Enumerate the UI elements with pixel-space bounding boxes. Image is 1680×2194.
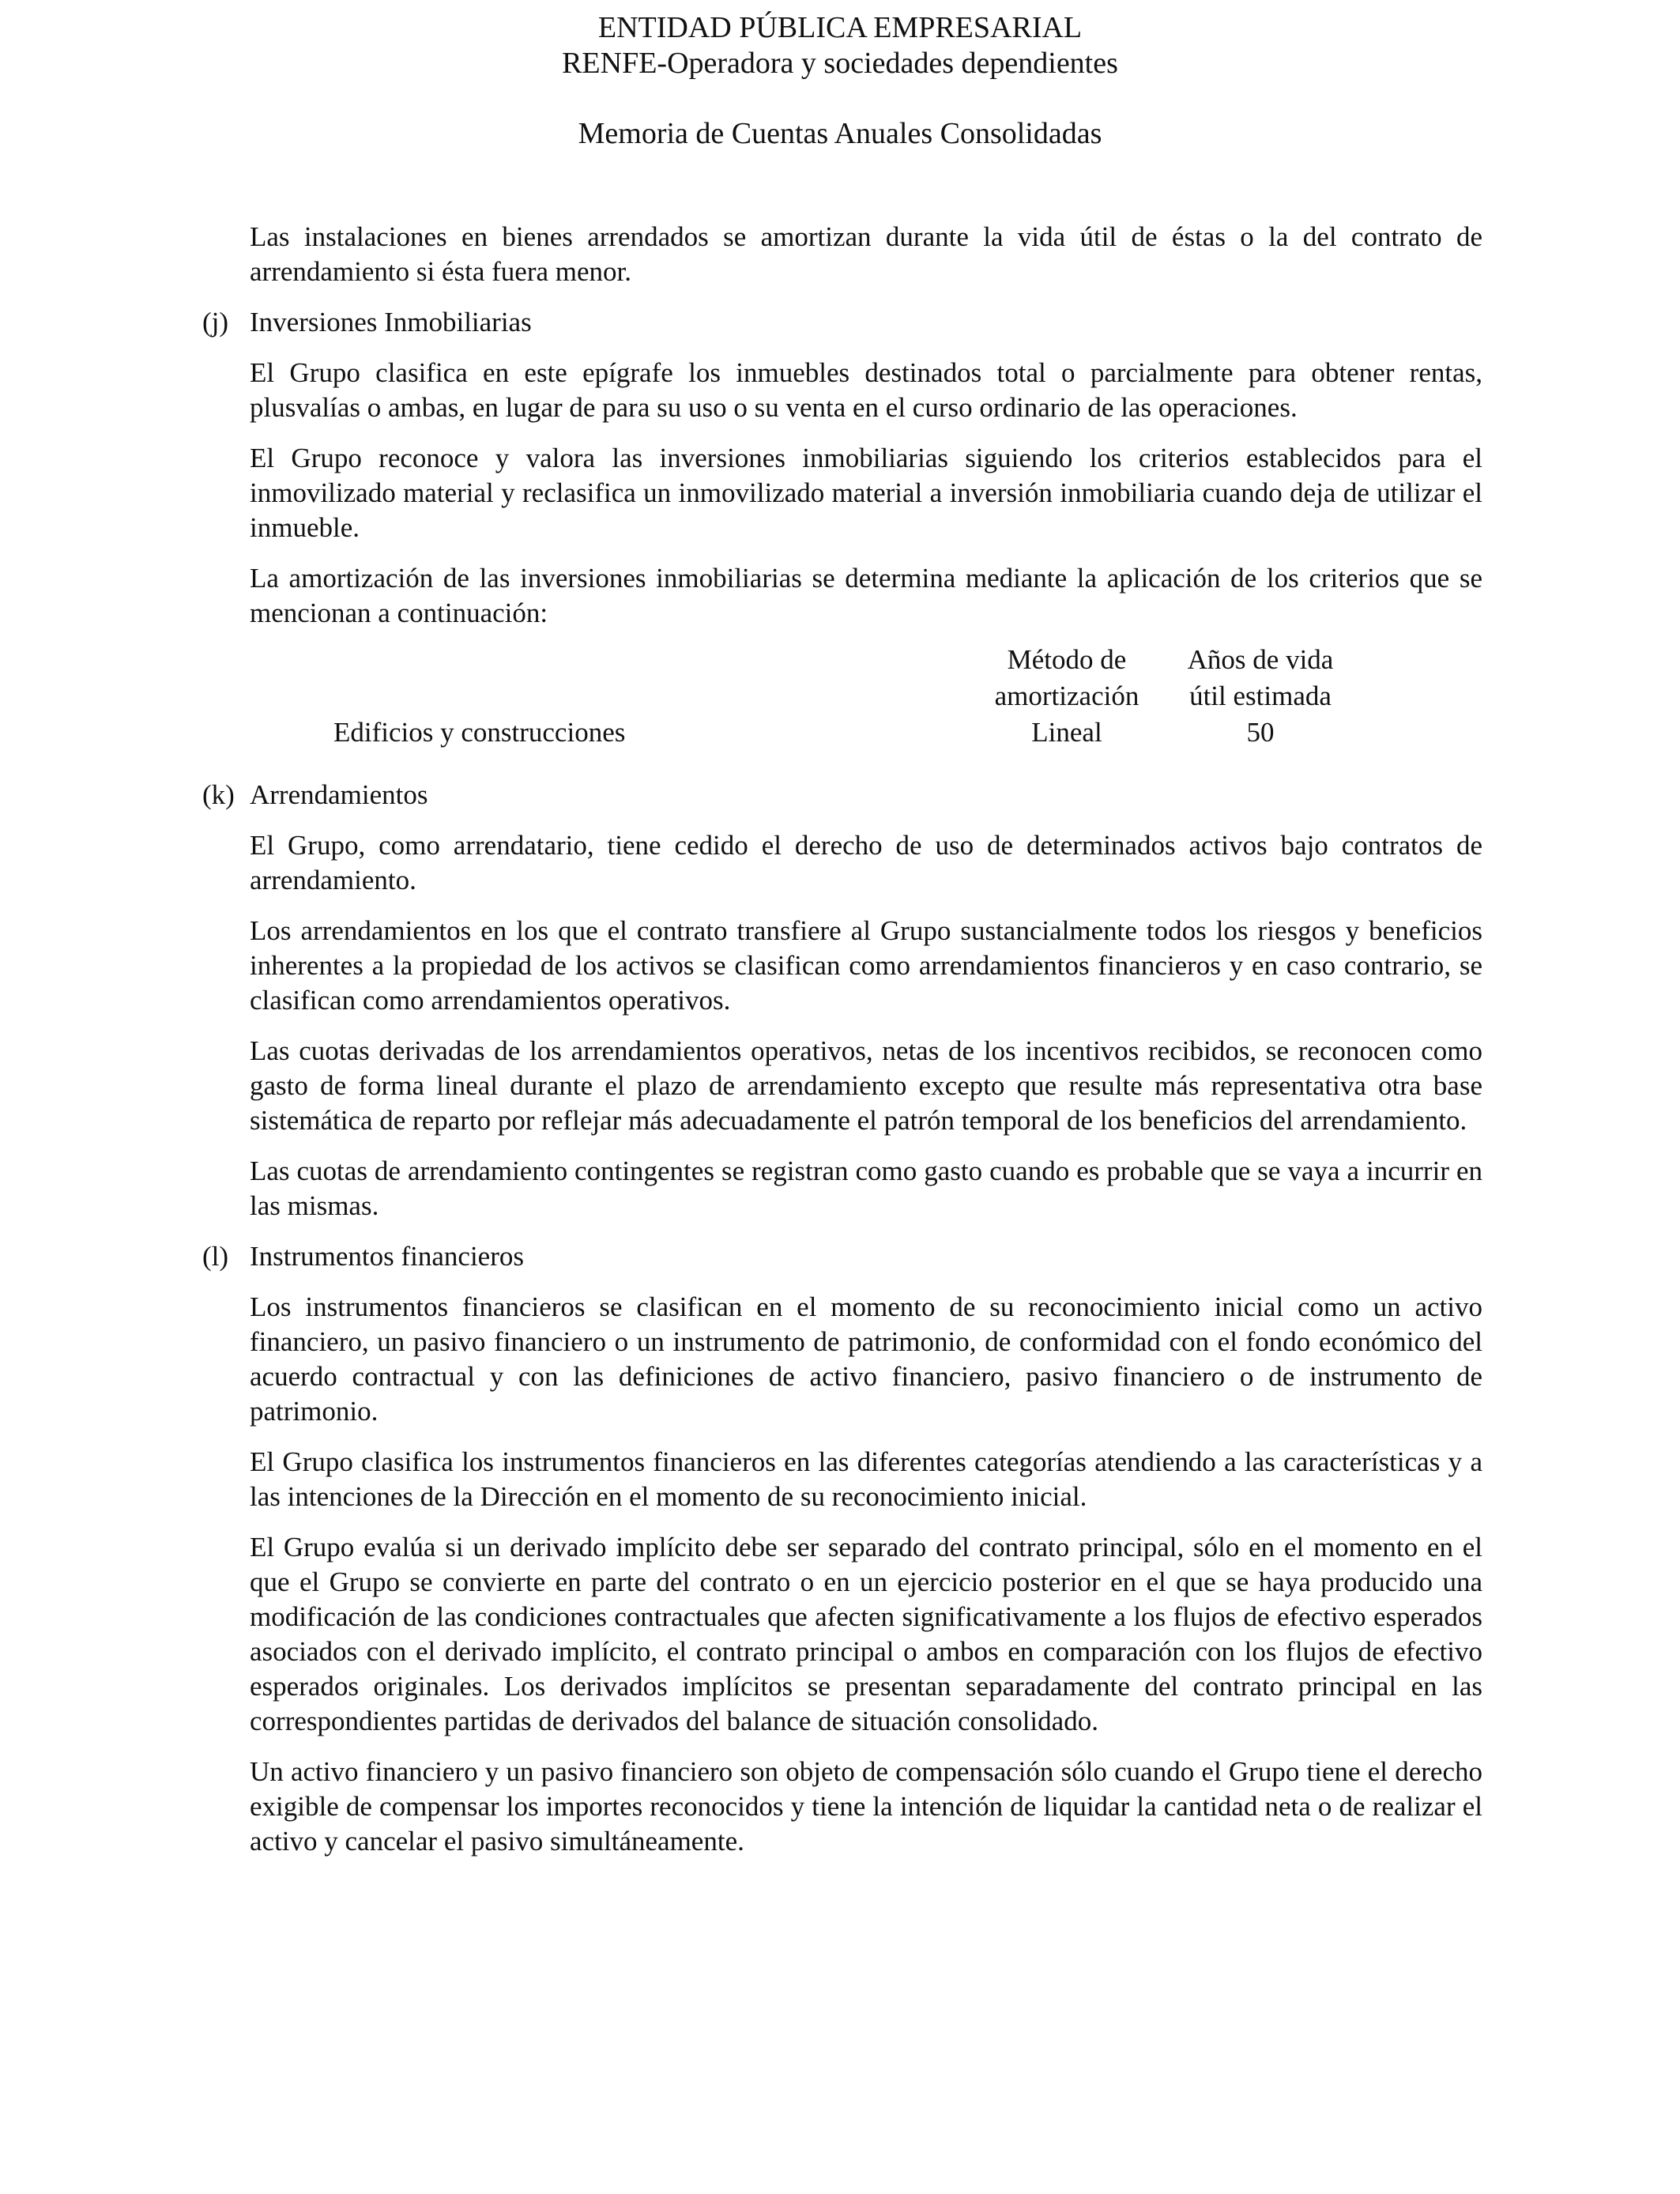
paragraph: Los instrumentos financieros se clasifican en el momento de su reconocimiento inicial como un activo financiero, un pasivo financiero o un instrumento de patrimonio, de conformidad con el fondo económico del acuerdo contractual y con las definiciones de activo financiero, pasivo financiero o de instrumento de patrimonio. [250,1291,1482,1427]
paragraph: El Grupo evalúa si un derivado implícito debe ser separado del contrato principal, sólo en el momento en el que el Grupo se convierte en parte del contrato o en un ejercicio posterior en el que se haya producido una modificación de las condiciones contractuales que afecten significativamente a los flujos de efectivo esperados asociados con el derivado implícito, el contrato principal o ambos en comparación con los flujos de efectivo esperados originales. Los derivados implícitos se presentan separadamente del contrato principal en las correspondientes partidas de derivados del balance de situación consolidado. [250,1532,1482,1736]
column-header-years-line1: Años de vida [1187,644,1334,675]
paragraph: El Grupo reconoce y valora las inversiones inmobiliarias siguiendo los criterios establecidos para el inmovilizado material y reclasifica un inmovilizado material a inversión inmobiliaria cuando deja de utilizar el inmueble. [250,443,1482,543]
table-row-years: 50 [1246,717,1275,748]
header-company: RENFE-Operadora y sociedades dependientes [562,47,1118,80]
section-heading-k [202,778,1482,812]
header-document-title: Memoria de Cuentas Anuales Consolidadas [578,117,1102,150]
section-letter: (l) [202,1241,229,1272]
section-letter: (k) [202,779,235,810]
paragraph: Las cuotas derivadas de los arrendamientos operativos, netas de los incentivos recibidos, se reconocen como gasto de forma lineal durante el plazo de arrendamiento excepto que resulte más representativa otra base sistemática de reparto por reflejar más adecuadamente el patrón temporal de los beneficios del arrendamiento. [250,1035,1482,1136]
column-header-years-line2: útil estimada [1189,680,1332,711]
paragraph: Los arrendamientos en los que el contrato transfiere al Grupo sustancialmente todos los riesgos y beneficios inherentes a la propiedad de los activos se clasifican como arrendamientos financieros y en caso contrario, se clasifican como arrendamientos operativos. [250,915,1482,1016]
section-title: Inversiones Inmobiliarias [250,307,532,337]
column-header-method-line1: Método de [1007,644,1127,675]
paragraph: La amortización de las inversiones inmobiliarias se determina mediante la aplicación de los criterios que se mencionan a continuación: [250,563,1482,628]
paragraph: El Grupo, como arrendatario, tiene cedido el derecho de uso de determinados activos bajo contratos de arrendamiento. [250,830,1482,895]
table-row-method: Lineal [1031,717,1102,748]
document-body [202,220,1482,1875]
amortization-table [250,642,1482,760]
section-heading-j [202,305,1482,340]
section-letter: (j) [202,307,229,337]
header-entity: ENTIDAD PÚBLICA EMPRESARIAL [597,11,1083,44]
table-row-label: Edificios y construcciones [333,717,626,748]
section-title: Instrumentos financieros [250,1241,524,1272]
column-header-method-line2: amortización [994,680,1139,711]
paragraph: Las cuotas de arrendamiento contingentes se registran como gasto cuando es probable que se vaya a incurrir en las mismas. [250,1155,1482,1221]
intro-paragraph: Las instalaciones en bienes arrendados se amortizan durante la vida útil de éstas o la del contrato de arrendamiento si ésta fuera menor. [250,221,1482,287]
section-heading-l [202,1239,1482,1274]
section-title: Arrendamientos [250,779,428,810]
paragraph: El Grupo clasifica los instrumentos financieros en las diferentes categorías atendiendo a las características y a las intenciones de la Dirección en el momento de su reconocimiento inicial. [250,1446,1482,1512]
paragraph: El Grupo clasifica en este epígrafe los inmuebles destinados total o parcialmente para obtener rentas, plusvalías o ambas, en lugar de para su uso o su venta en el curso ordinario de las operaciones. [250,357,1482,423]
paragraph: Un activo financiero y un pasivo financiero son objeto de compensación sólo cuando el Grupo tiene el derecho exigible de compensar los importes reconocidos y tiene la intención de liquidar la cantidad neta o de realizar el activo y cancelar el pasivo simultáneamente. [250,1756,1482,1857]
